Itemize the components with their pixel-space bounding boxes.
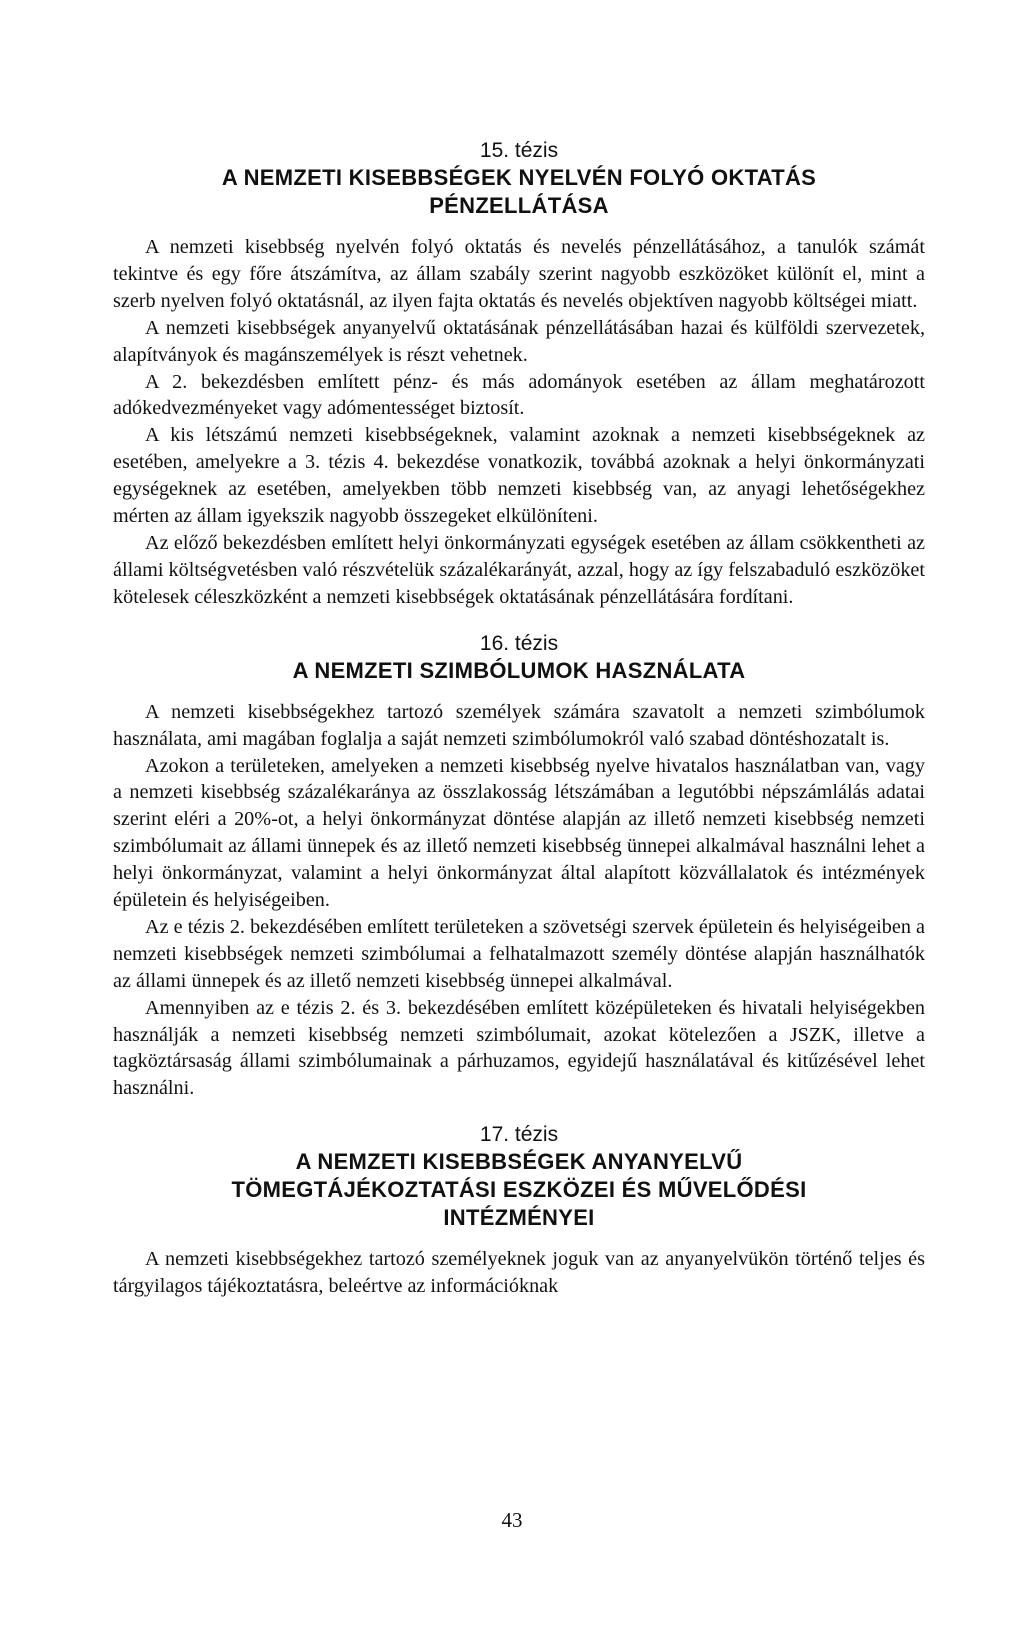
paragraph: A nemzeti kisebbség nyelvén folyó oktatás és nevelés pénzellátásához, a tanulók számát tekintve és egy főre átszámítva, az állam szabály szerint nagyobb eszközöket különít el, mint a szerb nyelven folyó oktatásnál, az ilyen fajta oktatás és nevelés objektíven nagyobb költségei miatt.	[113, 236, 925, 312]
thesis-title-line: TÖMEGTÁJÉKOZTATÁSI ESZKÖZEI ÉS MŰVELŐDÉSI	[231, 1177, 807, 1203]
paragraph: A nemzeti kisebbségekhez tartozó személyek számára szavatolt a nemzeti szimbólumok használata, ami magában foglalja a saját nemzeti szimbólumokról való szabad döntéshozatalt is.	[113, 700, 925, 750]
paragraph: Az előző bekezdésben említett helyi önkormányzati egységek esetében az állam csökkentheti az állami költségvetésben való részvételük százalékarányát, azzal, hogy az így felszabaduló eszközöket kötelesek céleszközként a nemzeti kisebbségek oktatásának pénzellátására fordítani.	[113, 531, 925, 608]
paragraph: A 2. bekezdésben említett pénz- és más adományok esetében az állam meghatározott adókedvezményeket vagy adómentességet biztosít.	[113, 370, 925, 420]
thesis-title-line: A NEMZETI SZIMBÓLUMOK HASZNÁLATA	[292, 657, 746, 683]
thesis-title-line: A NEMZETI KISEBBSÉGEK NYELVÉN FOLYÓ OKTATÁS	[221, 165, 817, 190]
thesis-section-17	[113, 1122, 925, 1300]
thesis-number: 15. tézis	[479, 139, 559, 162]
thesis-title	[113, 1148, 925, 1232]
thesis-title	[113, 164, 925, 220]
paragraph: A kis létszámú nemzeti kisebbségeknek, valamint azoknak a nemzeti kisebbségeknek az esetében, amelyekre a 3. tézis 4. bekezdése vonatkozik, továbbá azoknak a helyi önkormányzati egységeknek az esetében, amelyekben több nemzeti kisebbség van, az anyagi lehetőségekhez mérten az állam igyekszik nagyobb összegeket elkülöníteni.	[113, 424, 925, 528]
thesis-section-16	[113, 631, 925, 1103]
thesis-title	[113, 657, 925, 685]
thesis-title-line: PÉNZELLÁTÁSA	[429, 193, 609, 218]
thesis-title-line: INTÉZMÉNYEI	[443, 1205, 595, 1231]
page-number: 43	[501, 1508, 523, 1532]
thesis-title-line: A NEMZETI KISEBBSÉGEK ANYANYELVŰ	[295, 1149, 743, 1175]
thesis-number: 16. tézis	[479, 631, 559, 655]
thesis-number: 17. tézis	[479, 1123, 559, 1147]
paragraph: A nemzeti kisebbségekhez tartozó személyeknek joguk van az anyanyelvükön történő teljes és tárgyilagos tájékoztatásra, beleértve az információknak	[113, 1248, 925, 1298]
paragraph: Az e tézis 2. bekezdésében említett területeken a szövetségi szervek épületein és helyiségeiben a nemzeti kisebbségek nemzeti szimbólumai a felhatalmazott személy döntése alapján használhatók az állami ünnepek és az illető nemzeti kisebbség ünnepei alkalmával.	[113, 915, 925, 992]
paragraph: A nemzeti kisebbségek anyanyelvű oktatásának pénzellátásában hazai és külföldi szervezetek, alapítványok és magánszemélyek is részt vehetnek.	[113, 316, 925, 366]
paragraph: Azokon a területeken, amelyeken a nemzeti kisebbség nyelve hivatalos használatban van, vagy a nemzeti kisebbség százalékaránya az összlakosság létszámában a legutóbbi népszámlálás adatai szerint eléri a 20%-ot, a helyi önkormányzat döntése alapján az illető nemzeti kisebbség nemzeti szimbólumait az állami ünnepek és az illető nemzeti kisebbség ünnepei alkalmával használni lehet a helyi önkormányzat, valamint a helyi önkormányzat által alapított közvállalatok és intézmények épületein és helyiségeiben.	[113, 754, 925, 912]
document-page	[113, 138, 925, 1300]
paragraph: Amennyiben az e tézis 2. és 3. bekezdésében említett középületeken és hivatali helyiségekben használják a nemzeti kisebbség nemzeti szimbólumait, azokat kötelezően a JSZK, illetve a tagköztársaság állami szimbólumainak a párhuzamos, egyidejű használatával és kitűzésével lehet használni.	[113, 996, 925, 1100]
thesis-section-15	[113, 138, 925, 611]
